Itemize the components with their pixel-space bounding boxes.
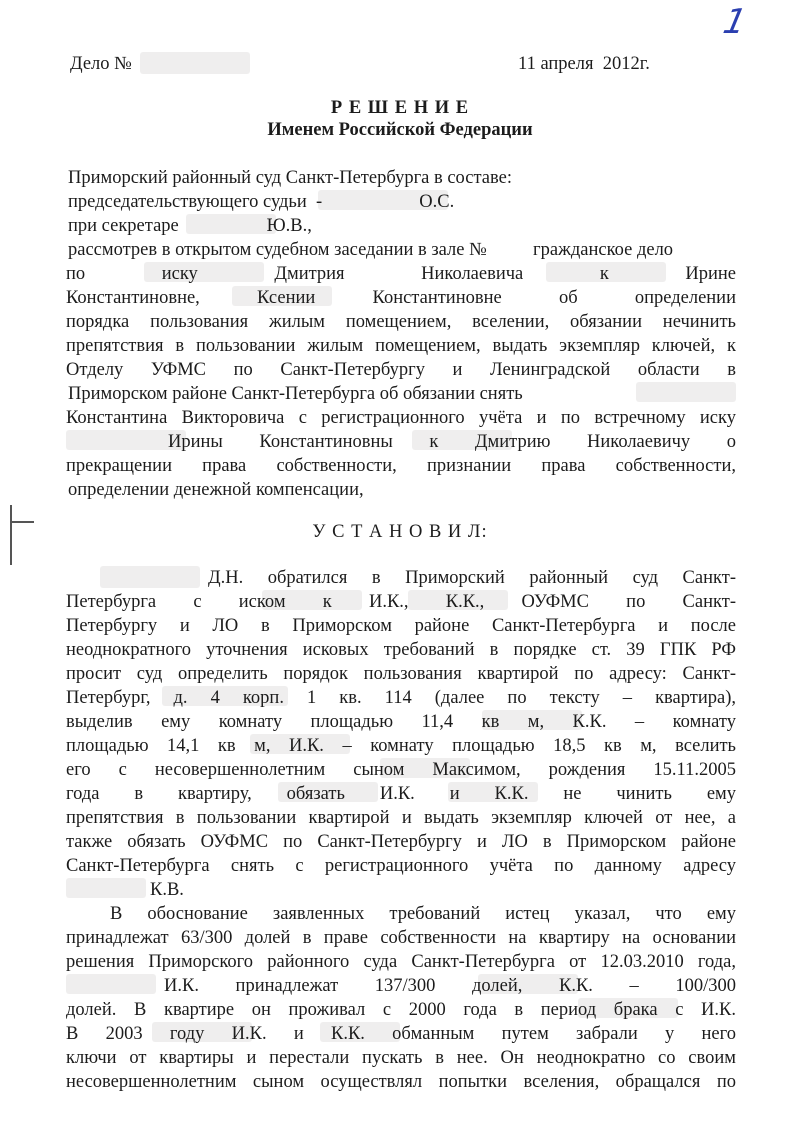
intro-line: Приморском районе Санкт-Петербурга об обязании снять [68,384,523,404]
body-line: несовершеннолетним сыном осуществлял попытки вселения, обращался по [66,1072,736,1092]
case-number-label: Дело № [70,54,132,74]
redaction [636,382,736,402]
body-line: года в квартиру, обязать И.К. и К.К. не чинить ему [66,784,736,804]
body-line: выделив ему комнату площадью 11,4 кв м, К.К. – комнату [66,712,736,732]
body-line: просит суд определить порядок пользования квартирой по адресу: Санкт- [66,664,736,684]
body-line: ключи от квартиры и перестали пускать в нее. Он неоднократно со своим [66,1048,736,1068]
body-line: препятствия в пользовании квартирой и выдать экземпляр ключей от нее, а [66,808,736,828]
intro-line: Константина Викторовича с регистрационного учёта и по встречному иску [66,408,736,428]
body-line: Д.Н. обратился в Приморский районный суд Санкт- [208,568,736,588]
intro-line: председательствующего судьи - О.С. [68,192,455,212]
body-line: В обоснование заявленных требований истец указал, что ему [110,904,736,924]
document-title: Р Е Ш Е Н И Е [330,98,470,118]
body-line: Санкт-Петербурга снять с регистрационного учёта по данному адресу [66,856,736,876]
intro-line: препятствия в пользовании жилым помещением, выдать экземпляр ключей, к [66,336,736,356]
intro-line: по иску Дмитрия Николаевича к Ирине [66,264,736,284]
body-line: принадлежат 63/300 долей в праве собственности на квартиру на основании [66,928,736,948]
intro-line: рассмотрев в открытом судебном заседании в зале № гражданское дело [68,240,674,260]
intro-line: Отделу УФМС по Санкт-Петербургу и Ленинградской области в [66,360,736,380]
body-line: также обязать ОУФМС по Санкт-Петербургу и ЛО в Приморском районе [66,832,736,852]
redaction [66,974,156,994]
body-line: неоднократного уточнения исковых требований в порядке ст. 39 ГПК РФ [66,640,736,660]
document-subtitle: Именем Российской Федерации [267,120,533,140]
body-line: площадью 14,1 кв м, И.К. – комнату площадью 18,5 кв м, вселить [66,736,736,756]
body-line: долей. В квартире он проживал с 2000 года в период брака с И.К. [66,1000,736,1020]
redaction [100,566,200,588]
body-line: его с несовершеннолетним сыном Максимом, рождения 15.11.2005 [66,760,736,780]
intro-line: определении денежной компенсации, [68,480,364,500]
page-number: 1 [719,2,750,42]
body-line: Петербургу и ЛО в Приморском районе Санкт-Петербурга и после [66,616,736,636]
section-heading: У С Т А Н О В И Л: [312,522,488,542]
intro-line: Константиновне, Ксении Константиновне об определении [66,288,736,308]
body-line: В 2003 году И.К. и К.К. обманным путем забрали у него [66,1024,736,1044]
body-line: Петербург, д. 4 корп. 1 кв. 114 (далее по тексту – квартира), [66,688,736,708]
intro-line: прекращении права собственности, признании права собственности, [66,456,736,476]
intro-line: Приморский районный суд Санкт-Петербурга в составе: [68,168,512,188]
redaction [140,52,250,74]
intro-line: порядка пользования жилым помещением, вселении, обязании нечинить [66,312,736,332]
document-date: 11 апреля 2012г. [518,54,650,74]
intro-line: при секретаре Ю.В., [68,216,312,236]
body-line: И.К. принадлежат 137/300 долей, К.К. – 100/300 [164,976,736,996]
body-line: Петербурга с иском к И.К., К.К., ОУФМС по Санкт- [66,592,736,612]
body-line: К.В. [150,880,184,900]
redaction [66,878,146,898]
intro-line: Ирины Константиновны к Дмитрию Николаевичу о [168,432,736,452]
body-line: решения Приморского районного суда Санкт-Петербурга от 12.03.2010 года, [66,952,736,972]
